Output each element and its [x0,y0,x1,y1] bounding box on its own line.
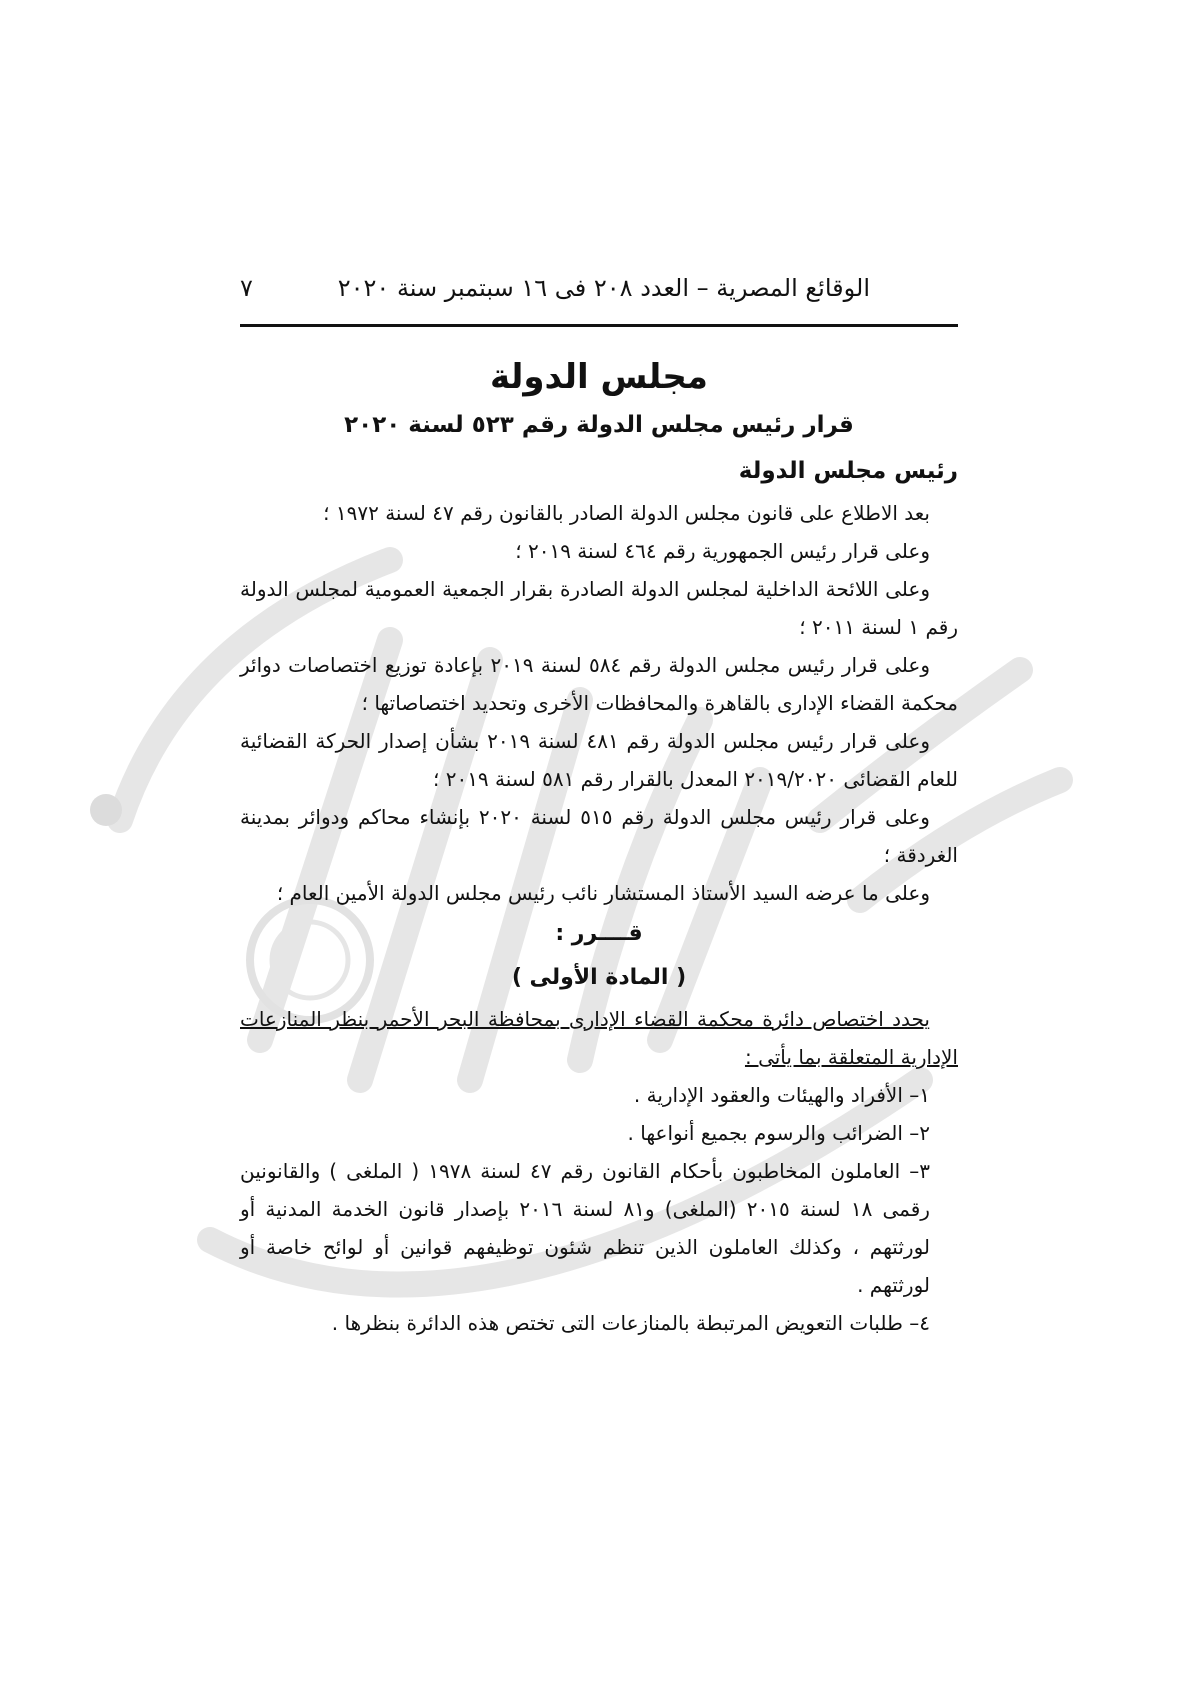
decided-label: قــــرر : [555,921,643,946]
preamble-clause: وعلى ما عرضه السيد الأستاذ المستشار نائب رئيس مجلس الدولة الأمين العام ؛ [276,881,930,905]
article-intro: يحدد اختصاص دائرة محكمة القضاء الإدارى بمحافظة البحر الأحمر بنظر المنازعات الإدارية المتعلقة بما يأتى : [240,1007,958,1069]
page-number: ٧ [240,274,253,302]
section-title: مجلس الدولة [490,357,708,397]
preamble-clause: وعلى قرار رئيس مجلس الدولة رقم ٤٨١ لسنة ٢٠١٩ بشأن إصدار الحركة القضائية للعام القضائى ٢٠١٩/٢٠٢٠ المعدل بالقرار رقم ٥٨١ لسنة ٢٠١٩ ؛ [240,729,958,791]
preamble-clause: وعلى قرار رئيس مجلس الدولة رقم ٥١٥ لسنة ٢٠٢٠ بإنشاء محاكم ودوائر بمدينة الغردقة ؛ [240,805,958,867]
article-item: ٢– الضرائب والرسوم بجميع أنواعها . [627,1121,930,1145]
article-item: ٤– طلبات التعويض المرتبطة بالمنازعات التى تختص هذه الدائرة بنظرها . [331,1311,930,1335]
preamble-clause: بعد الاطلاع على قانون مجلس الدولة الصادر بالقانون رقم ٤٧ لسنة ١٩٧٢ ؛ [323,501,930,525]
article-item: ١– الأفراد والهيئات والعقود الإدارية . [633,1083,930,1107]
issuer-heading: رئيس مجلس الدولة [738,458,958,484]
preamble-clause: وعلى اللائحة الداخلية لمجلس الدولة الصادرة بقرار الجمعية العمومية لمجلس الدولة رقم ١ لسنة ٢٠١١ ؛ [240,577,958,639]
decree-content [240,352,958,1342]
article-item: ٣– العاملون المخاطبون بأحكام القانون رقم ٤٧ لسنة ١٩٧٨ ( الملغى ) والقانونين رقمى ١٨ لسنة ٢٠١٥ (الملغى) و٨١ لسنة ٢٠١٦ بإصدار قانون الخدمة المدنية أو لورثتهم ، وكذلك العاملون الذين تنظم شئون توظيفهم قوانين أو لوائح خاصة أو لورثتهم . [240,1159,930,1297]
decision-title: قرار رئيس مجلس الدولة رقم ٥٢٣ لسنة ٢٠٢٠ [344,412,854,438]
article-title: ( المادة الأولى ) [511,965,687,990]
gazette-header [240,268,958,327]
preamble-clause: وعلى قرار رئيس مجلس الدولة رقم ٥٨٤ لسنة ٢٠١٩ بإعادة توزيع اختصاصات دوائر محكمة القضاء الإدارى بالقاهرة والمحافظات الأخرى وتحديد اختصاصاتها ؛ [240,653,958,715]
header-title: الوقائع المصرية – العدد ٢٠٨ فى ١٦ سبتمبر سنة ٢٠٢٠ [337,274,870,302]
preamble-clause: وعلى قرار رئيس الجمهورية رقم ٤٦٤ لسنة ٢٠١٩ ؛ [515,539,930,563]
